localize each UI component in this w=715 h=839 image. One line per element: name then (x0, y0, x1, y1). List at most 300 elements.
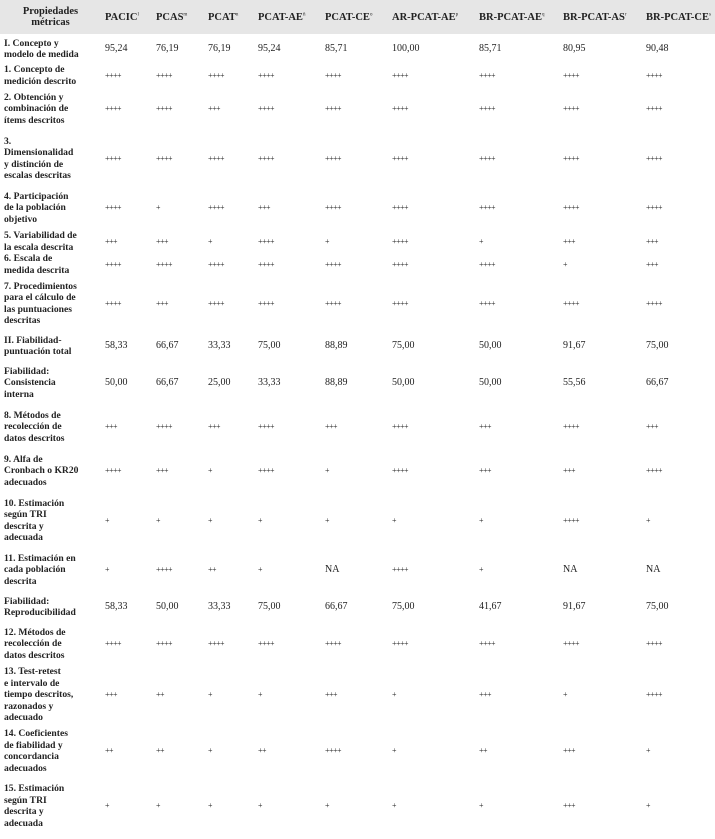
value-cell: ++++ (646, 153, 663, 163)
value-cell: +++ (479, 690, 492, 699)
row-label-line: de la población (4, 202, 66, 214)
value-cell: ++++ (563, 70, 580, 80)
row-label-line: recolección de (4, 421, 62, 433)
value-cell: ++++ (392, 422, 409, 432)
value-cell: ++++ (258, 104, 275, 114)
value-cell: 95,24 (258, 43, 281, 55)
table-row (0, 779, 715, 834)
value-cell: ++++ (325, 746, 342, 756)
row-label-cell (0, 493, 101, 548)
value-cell: + (479, 565, 484, 575)
value-cell: ++ (156, 746, 165, 756)
value-cell: ++++ (392, 259, 409, 269)
row-label-line: concordancia (4, 751, 59, 762)
row-label-line: puntuación total (4, 346, 72, 357)
value-cell: ++++ (646, 70, 663, 80)
value-cell: ++++ (156, 153, 173, 163)
value-cell: ++++ (563, 639, 580, 649)
value-cell: 66,67 (325, 601, 348, 613)
header-col-ar-pcat-ae (388, 0, 475, 34)
value-cell: + (563, 259, 568, 269)
table-row (0, 64, 715, 87)
value-cell: ++++ (105, 70, 122, 80)
value-cell: + (156, 203, 161, 213)
header-col-pacic (101, 0, 152, 34)
value-cell: ++++ (105, 466, 122, 476)
row-label-line: medida descrita (4, 264, 70, 276)
value-cell: 41,67 (479, 601, 502, 613)
value-cell: + (258, 565, 263, 575)
value-cell: + (105, 515, 110, 525)
value-cell: ++++ (208, 639, 225, 649)
value-cell: 75,00 (392, 601, 415, 613)
column-ref: l (137, 12, 139, 17)
value-cell: ++++ (105, 203, 122, 213)
value-cell: + (646, 515, 651, 525)
value-cell: + (563, 690, 568, 699)
row-label-line: según TRI (4, 509, 47, 520)
row-label-cell (0, 87, 101, 131)
row-label-line: 6. Escala de (4, 253, 53, 264)
value-cell: ++++ (563, 298, 580, 308)
value-cell: ++++ (156, 104, 173, 114)
row-label-line: medición descrito (4, 75, 77, 87)
row-label-line: descritas (4, 315, 41, 326)
value-cell: +++ (156, 466, 169, 476)
value-cell: + (325, 236, 330, 246)
row-label-line: adecuados (4, 476, 47, 488)
value-cell: 33,33 (258, 377, 281, 389)
header-label-line: métricas (31, 17, 70, 28)
row-label-line: 10. Estimación (4, 497, 65, 509)
value-cell: ++++ (479, 639, 496, 649)
column-ref: ñ (302, 12, 306, 17)
value-cell: 33,33 (208, 601, 231, 613)
value-cell: +++ (208, 422, 221, 432)
column-name: AR-PCAT-AE (392, 11, 456, 23)
row-label-line: Cronbach o KR20 (4, 465, 79, 477)
table-row (0, 666, 715, 724)
row-label-line: 13. Test-retest (4, 666, 61, 677)
row-label-cell (0, 64, 101, 87)
value-cell: 50,00 (392, 377, 415, 389)
value-cell: + (208, 690, 213, 699)
row-label-line: 2. Obtención y (4, 91, 64, 103)
table-row (0, 253, 715, 276)
value-cell: ++++ (325, 639, 342, 649)
row-label-line: tiempo descritos, (4, 689, 74, 700)
table-row (0, 87, 715, 131)
value-cell: 25,00 (208, 377, 231, 389)
value-cell: ++++ (646, 639, 663, 649)
row-label-line: 12. Métodos de (4, 626, 66, 638)
value-cell: ++++ (646, 104, 663, 114)
value-cell: +++ (479, 466, 492, 476)
column-ref: s (709, 12, 711, 17)
row-label-line: razonados y (4, 700, 54, 712)
value-cell: ++++ (325, 153, 342, 163)
value-cell: + (646, 746, 651, 756)
row-label-line: la escala descrita (4, 241, 74, 253)
value-cell: ++++ (563, 104, 580, 114)
value-cell: + (156, 801, 161, 811)
row-label-line: datos descritos (4, 649, 65, 661)
row-label-line: descrita (4, 575, 37, 587)
value-cell: ++++ (156, 259, 173, 269)
column-ref: r (624, 12, 627, 17)
row-label-line: Dimensionalidad (4, 147, 74, 158)
value-cell: ++++ (646, 203, 663, 213)
column-name: PCAT (208, 11, 236, 23)
table-row (0, 230, 715, 253)
value-cell: + (208, 466, 213, 476)
row-label-line: 1. Concepto de (4, 64, 65, 75)
header-col-pcat-ae (254, 0, 321, 34)
value-cell: ++ (208, 565, 217, 575)
row-label-line: Consistencia (4, 377, 56, 389)
row-label-line: adecuada (4, 817, 43, 829)
value-cell: 91,67 (563, 601, 586, 613)
row-label-line: 15. Estimación (4, 783, 65, 794)
value-cell: ++++ (563, 422, 580, 432)
value-cell: + (479, 236, 484, 246)
row-label-cell (0, 331, 101, 361)
header-col-pcas (152, 0, 204, 34)
row-label-line: de fiabilidad y (4, 739, 63, 751)
value-cell: + (479, 515, 484, 525)
value-cell: 66,67 (156, 377, 179, 389)
header-label-cell (0, 0, 101, 34)
value-cell: ++++ (156, 639, 173, 649)
row-label-line: según TRI (4, 794, 47, 806)
value-cell: +++ (156, 236, 169, 246)
value-cell: ++++ (105, 639, 122, 649)
value-cell: 88,89 (325, 340, 348, 352)
row-label-line: 5. Variabilidad de (4, 230, 77, 241)
value-cell: ++++ (325, 298, 342, 308)
value-cell: ++++ (392, 298, 409, 308)
header-col-br-pcat-ae (475, 0, 559, 34)
value-cell: ++++ (479, 104, 496, 114)
value-cell: ++++ (258, 639, 275, 649)
row-label-line: I. Concepto y (4, 37, 59, 49)
value-cell: ++ (105, 746, 114, 756)
value-cell: ++++ (479, 298, 496, 308)
row-label-line: adecuado (4, 712, 43, 723)
value-cell: +++ (105, 236, 118, 246)
value-cell: 88,89 (325, 377, 348, 389)
value-cell: ++++ (105, 153, 122, 163)
value-cell: 66,67 (646, 377, 669, 389)
row-label-line: 8. Métodos de (4, 409, 61, 421)
row-label-line: 9. Alfa de (4, 453, 43, 465)
value-cell: ++++ (156, 565, 173, 575)
row-label-cell (0, 361, 101, 405)
value-cell: ++++ (325, 203, 342, 213)
value-cell: ++++ (325, 259, 342, 269)
value-cell: ++++ (208, 298, 225, 308)
column-name: PACIC (105, 11, 138, 23)
value-cell: +++ (156, 298, 169, 308)
value-cell: +++ (479, 422, 492, 432)
value-cell: ++++ (646, 298, 663, 308)
value-cell: ++++ (208, 259, 225, 269)
row-label-line: adecuada (4, 532, 43, 543)
column-name: BR-PCAT-AE (479, 11, 543, 23)
value-cell: ++++ (105, 298, 122, 308)
value-cell: 75,00 (258, 340, 281, 352)
table-row (0, 592, 715, 622)
value-cell: ++++ (563, 203, 580, 213)
row-label-cell (0, 405, 101, 449)
value-cell: 58,33 (105, 340, 128, 352)
value-cell: ++++ (479, 153, 496, 163)
value-cell: ++++ (479, 203, 496, 213)
row-label-cell (0, 253, 101, 276)
value-cell: 90,48 (646, 43, 669, 55)
table-row (0, 622, 715, 666)
value-cell: ++++ (258, 298, 275, 308)
table-row (0, 361, 715, 405)
row-label-line: descrita y (4, 806, 44, 817)
value-cell: ++++ (646, 690, 663, 699)
value-cell: +++ (105, 422, 118, 432)
row-label-line: descrita y (4, 520, 44, 532)
value-cell: ++++ (563, 153, 580, 163)
value-cell: ++++ (392, 203, 409, 213)
value-cell: +++ (208, 104, 221, 114)
row-label-line: modelo de medida (4, 49, 79, 60)
header-col-br-pcat-ce (642, 0, 715, 34)
value-cell: ++ (156, 690, 165, 699)
row-label-line: las puntuaciones (4, 303, 72, 315)
row-label-cell (0, 622, 101, 666)
row-label-line: objetivo (4, 213, 38, 225)
value-cell: NA (646, 564, 661, 576)
value-cell: +++ (563, 466, 576, 476)
row-label-line: 3. (4, 135, 12, 147)
row-label-line: ítems descritos (4, 114, 65, 126)
value-cell: 50,00 (479, 340, 502, 352)
column-ref: n (235, 12, 239, 17)
value-cell: + (392, 801, 397, 811)
row-label-cell (0, 449, 101, 493)
value-cell: ++++ (646, 466, 663, 476)
table-row (0, 449, 715, 493)
value-cell: ++++ (208, 203, 225, 213)
value-cell: 80,95 (563, 43, 586, 55)
row-label-line: 7. Procedimientos (4, 280, 77, 292)
value-cell: ++++ (325, 70, 342, 80)
row-label-line: combinación de (4, 103, 69, 115)
row-label-cell (0, 131, 101, 186)
value-cell: ++++ (392, 639, 409, 649)
value-cell: ++++ (258, 153, 275, 163)
value-cell: ++++ (563, 515, 580, 525)
value-cell: + (258, 690, 263, 699)
column-name: PCAT-CE (325, 11, 370, 23)
value-cell: 91,67 (563, 340, 586, 352)
value-cell: ++++ (392, 104, 409, 114)
value-cell: ++++ (392, 70, 409, 80)
value-cell: + (156, 515, 161, 525)
value-cell: +++ (646, 236, 659, 246)
row-label-line: recolección de (4, 638, 62, 650)
value-cell: 58,33 (105, 601, 128, 613)
value-cell: + (208, 515, 213, 525)
value-cell: 50,00 (479, 377, 502, 389)
value-cell: +++ (105, 690, 118, 699)
table-row (0, 186, 715, 230)
column-ref: o (369, 12, 373, 17)
value-cell: +++ (325, 422, 338, 432)
value-cell: ++++ (392, 565, 409, 575)
value-cell: ++++ (258, 236, 275, 246)
value-cell: ++++ (258, 466, 275, 476)
value-cell: +++ (258, 203, 271, 213)
value-cell: ++++ (392, 153, 409, 163)
value-cell: 85,71 (325, 43, 348, 55)
row-label-cell (0, 592, 101, 622)
row-label-cell (0, 724, 101, 779)
value-cell: ++++ (156, 70, 173, 80)
value-cell: +++ (563, 746, 576, 756)
value-cell: ++++ (479, 259, 496, 269)
value-cell: ++++ (208, 70, 225, 80)
column-ref: m (183, 12, 188, 17)
value-cell: +++ (646, 422, 659, 432)
value-cell: + (208, 746, 213, 756)
value-cell: NA (563, 564, 578, 576)
value-cell: 75,00 (646, 340, 669, 352)
value-cell: ++ (258, 746, 267, 756)
column-name: BR-PCAT-CE (646, 11, 710, 23)
value-cell: 50,00 (105, 377, 128, 389)
value-cell: 75,00 (646, 601, 669, 613)
table-row (0, 493, 715, 548)
value-cell: + (392, 515, 397, 525)
row-label-line: cada población (4, 564, 66, 576)
row-label-line: 14. Coeficientes (4, 728, 68, 739)
value-cell: ++++ (392, 236, 409, 246)
table-row (0, 34, 715, 64)
column-name: BR-PCAT-AS (563, 11, 625, 23)
value-cell: ++++ (208, 153, 225, 163)
header-label-line: Propiedades (22, 6, 79, 17)
table-body (0, 34, 715, 834)
table-row (0, 331, 715, 361)
row-label-line: Fiabilidad: (4, 595, 50, 607)
row-label-line: II. Fiabilidad- (4, 334, 62, 346)
column-ref: q (542, 12, 545, 17)
table-row (0, 131, 715, 186)
value-cell: +++ (563, 236, 576, 246)
row-label-cell (0, 276, 101, 331)
row-label-cell (0, 230, 101, 253)
header-col-pcat-ce (321, 0, 388, 34)
table-row (0, 548, 715, 592)
table-row (0, 724, 715, 779)
value-cell: ++++ (325, 104, 342, 114)
value-cell: + (105, 801, 110, 811)
row-label-line: Reproducibilidad (4, 607, 76, 618)
value-cell: + (325, 466, 330, 476)
column-name: PCAT-AE (258, 11, 303, 23)
table-row (0, 405, 715, 449)
value-cell: 76,19 (208, 43, 231, 55)
value-cell: 95,24 (105, 43, 128, 55)
value-cell: +++ (563, 801, 576, 811)
value-cell: 75,00 (392, 340, 415, 352)
row-label-line: escalas descritas (4, 170, 71, 181)
value-cell: ++++ (258, 422, 275, 432)
value-cell: NA (325, 564, 340, 576)
row-label-cell (0, 666, 101, 724)
row-label-line: para el cálculo de (4, 292, 76, 303)
value-cell: 75,00 (258, 601, 281, 613)
value-cell: + (646, 801, 651, 811)
value-cell: + (208, 801, 213, 811)
value-cell: + (392, 746, 397, 756)
value-cell: 66,67 (156, 340, 179, 352)
row-label-line: interna (4, 388, 34, 400)
row-label-line: e intervalo de (4, 677, 60, 689)
value-cell: 76,19 (156, 43, 179, 55)
value-cell: + (325, 801, 330, 811)
value-cell: + (392, 690, 397, 699)
value-cell: + (258, 801, 263, 811)
value-cell: +++ (325, 690, 338, 699)
row-label-cell (0, 186, 101, 230)
value-cell: ++++ (258, 70, 275, 80)
row-label-line: Fiabilidad: (4, 365, 50, 377)
value-cell: ++ (479, 746, 488, 756)
value-cell: ++++ (258, 259, 275, 269)
row-label-line: 4. Participación (4, 190, 69, 202)
header-row (0, 0, 715, 34)
value-cell: + (479, 801, 484, 811)
header-col-br-pcat-as (559, 0, 642, 34)
column-ref: p (455, 12, 459, 17)
value-cell: + (325, 515, 330, 525)
value-cell: + (258, 515, 263, 525)
value-cell: ++++ (479, 70, 496, 80)
table-header (0, 0, 715, 34)
column-name: PCAS (156, 11, 184, 23)
row-label-cell (0, 34, 101, 64)
row-label-line: adecuados (4, 762, 47, 774)
value-cell: + (105, 565, 110, 575)
value-cell: +++ (646, 259, 659, 269)
value-cell: 50,00 (156, 601, 179, 613)
table-row (0, 276, 715, 331)
value-cell: 33,33 (208, 340, 231, 352)
value-cell: 100,00 (392, 43, 420, 55)
value-cell: ++++ (105, 259, 122, 269)
value-cell: ++++ (105, 104, 122, 114)
value-cell: ++++ (392, 466, 409, 476)
value-cell: ++++ (156, 422, 173, 432)
header-col-pcat (204, 0, 254, 34)
value-cell: + (208, 236, 213, 246)
row-label-line: 11. Estimación en (4, 552, 76, 564)
row-label-cell (0, 779, 101, 834)
row-label-line: y distinción de (4, 158, 64, 170)
row-label-line: datos descritos (4, 432, 65, 444)
value-cell: 55,56 (563, 377, 586, 389)
value-cell: 85,71 (479, 43, 502, 55)
row-label-cell (0, 548, 101, 592)
